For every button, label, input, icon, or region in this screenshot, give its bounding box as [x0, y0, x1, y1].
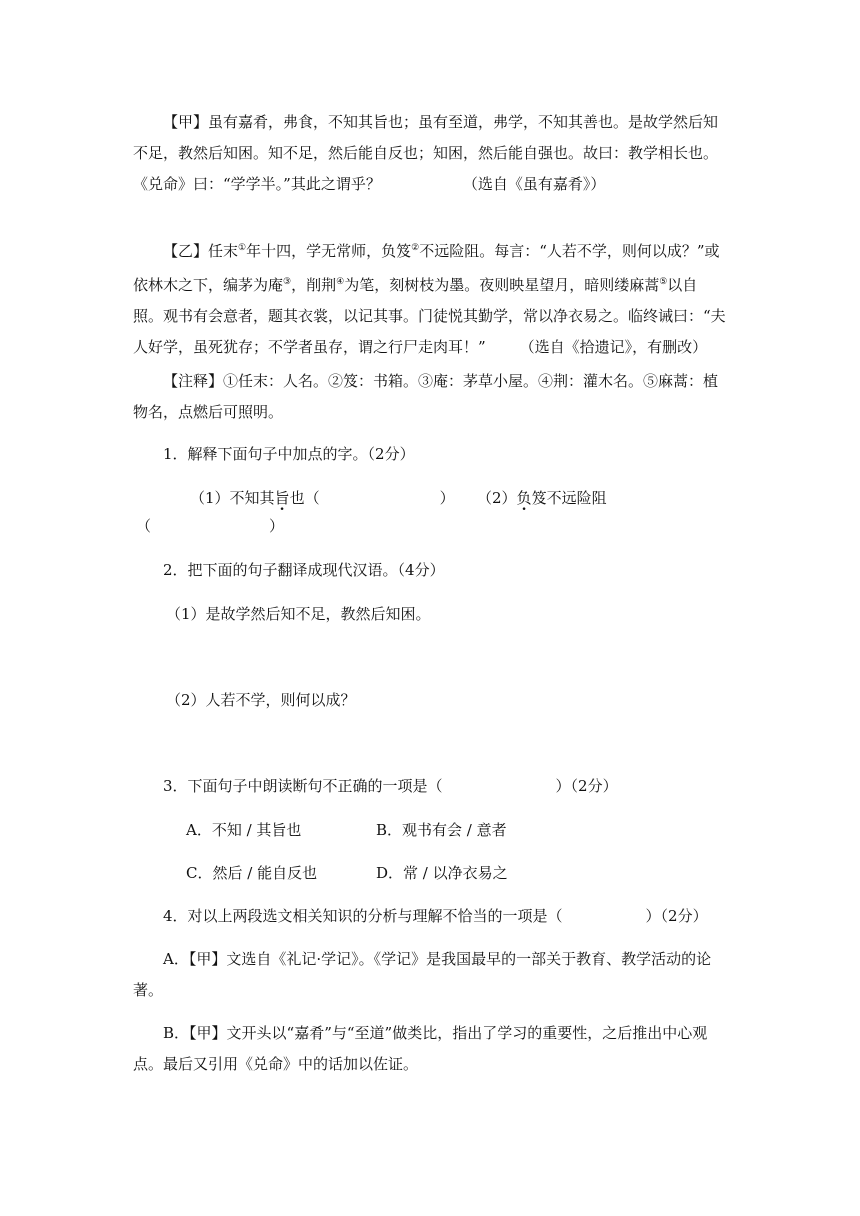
- question-2-stem: 2．把下面的句子翻译成现代汉语。（4分）: [163, 561, 445, 579]
- question-1-item-1: （1）不知其旨也（ ）: [190, 489, 455, 507]
- dotted-char-zhi: 旨: [274, 489, 290, 507]
- dotted-char-fu: 负: [516, 489, 532, 507]
- question-4-option-a: A．【甲】文选自《礼记·学记》。《学记》是我国最早的一部关于教育、教学活动的论著。: [133, 950, 712, 999]
- question-3-option-c: C．然后 / 能自反也: [186, 864, 318, 882]
- question-2-item-1: （1）是故学然后知不足，教然后知困。: [166, 605, 431, 623]
- passage-jia: [133, 107, 727, 200]
- question-3-stem: 3．下面句子中朗读断句不正确的一项是（ ）（2分）: [163, 777, 618, 795]
- passage-yi-text-2: 年十四，学无常师，负笈: [246, 242, 412, 260]
- question-1-stem: 1．解释下面句子中加点的字。（2分）: [163, 445, 415, 463]
- passage-jia-text: 虽有嘉肴，弗食，不知其旨也；虽有至道，弗学，不知其善也。是故学然后知不足，教然后知困。知不足，然后能自反也；知困，然后能自强也。故曰：教学相长也。《兑命》曰：“学学半。”其此之谓乎？: [133, 113, 719, 193]
- footnote-mark-3: ③: [283, 277, 292, 287]
- passage-yi-source: （选自《拾遗记》，有删改）: [519, 338, 708, 356]
- question-4-stem: 4．对以上两段选文相关知识的分析与理解不恰当的一项是（ ）（2分）: [163, 907, 708, 925]
- question-3-option-d: D．常 / 以净衣易之: [376, 864, 508, 882]
- passage-jia-label: 【甲】: [163, 113, 209, 131]
- footnote-mark-1: ①: [238, 243, 247, 253]
- footnote-mark-5: ⑤: [659, 277, 668, 287]
- question-1-item-2-blank: （ ）: [136, 517, 285, 535]
- question-1-item-2: （2）负笈不远险阻: [477, 489, 607, 507]
- passage-yi-label: 【乙】: [163, 242, 209, 260]
- passage-yi-text-3: 不远险阻。每言：“人若不学，则何以成？”或依林木之下，编茅为庵: [133, 242, 720, 294]
- question-3-option-b: B．观书有会 / 意者: [376, 821, 507, 839]
- passage-yi: [133, 233, 727, 363]
- passage-yi-text-1: 任末: [208, 242, 239, 260]
- passage-yi-text-5: 为笔，刻树枝为墨。夜则映星望月，暗则缕麻蒿: [344, 276, 660, 294]
- footnote-mark-4: ④: [336, 277, 345, 287]
- passage-yi-text-6: 以自照。观书有会意者，题其衣裳，以记其事。门徒悦其勤学，常以净衣易之。临终诫曰：“夫人好学，虽死犹存；不学者虽存，谓之行尸走肉耳！”: [133, 276, 726, 356]
- annotations: [133, 366, 727, 428]
- question-4-option-b: B．【甲】文开头以“嘉肴”与“至道”做类比，指出了学习的重要性，之后推出中心观点。最后又引用《兑命》中的话加以佐证。: [133, 1024, 708, 1073]
- annotations-label: 【注释】: [163, 372, 224, 390]
- annotations-text: ①任末：人名。②笈：书箱。③庵：茅草小屋。④荆：灌木名。⑤麻蒿：植物名，点燃后可照明。: [133, 372, 719, 421]
- footnote-mark-2: ②: [411, 243, 420, 253]
- passage-jia-source: （选自《虽有嘉肴》）: [462, 175, 606, 193]
- question-3-option-a: A．不知 / 其旨也: [186, 821, 302, 839]
- passage-yi-text-4: ，削荆: [291, 276, 337, 294]
- question-2-item-2: （2）人若不学，则何以成？: [166, 691, 356, 709]
